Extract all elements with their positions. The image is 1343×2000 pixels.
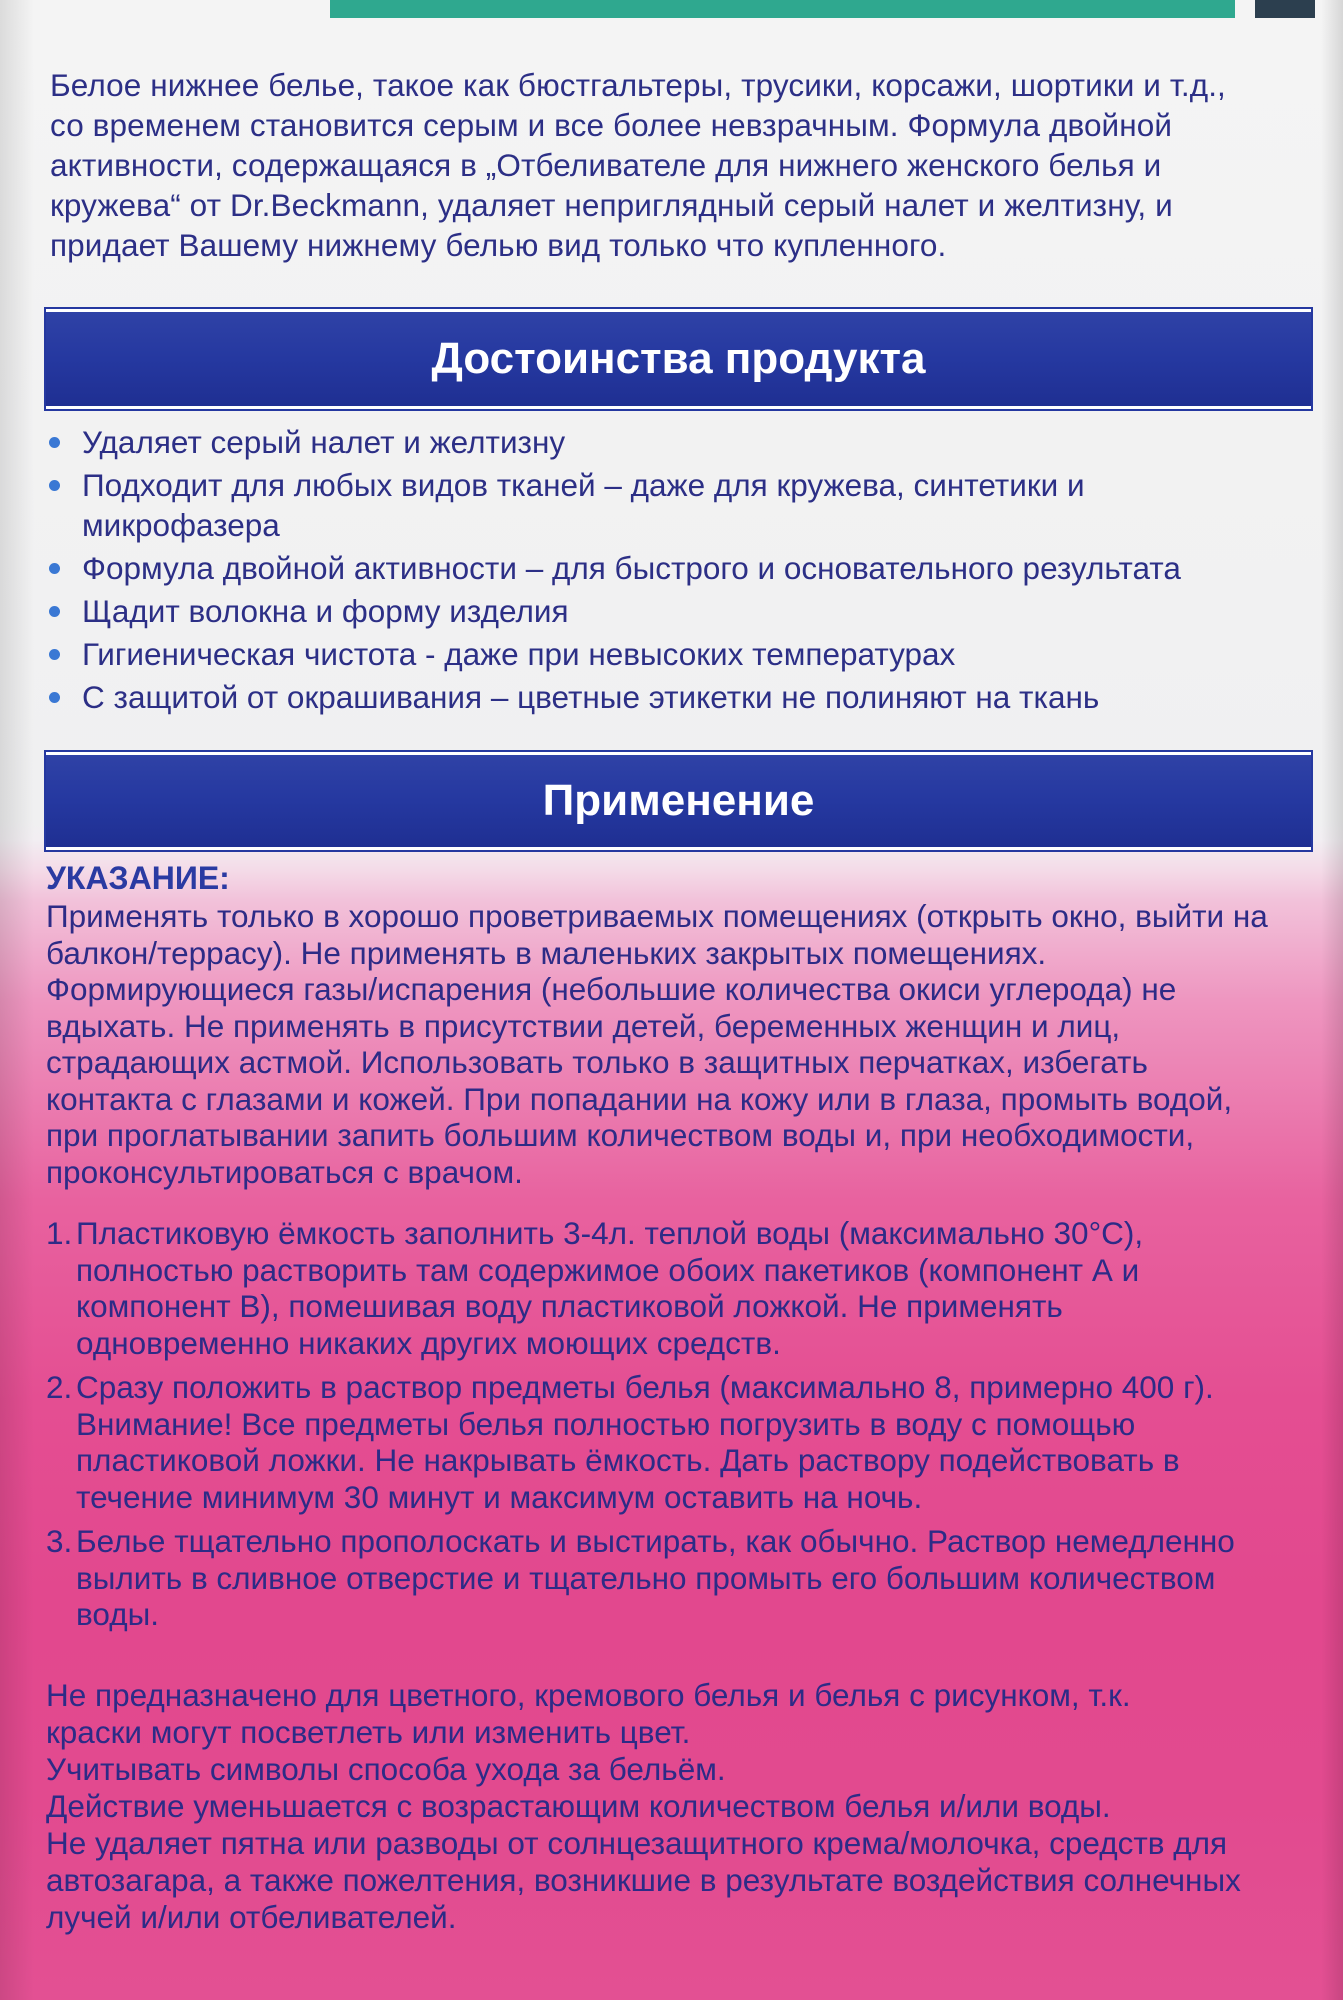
note-line: лучей и/или отбеливателей. [46, 1899, 457, 1935]
step-item [46, 1215, 1316, 1361]
benefits-list [46, 422, 1316, 720]
bullet-icon [49, 563, 60, 574]
step-line: Внимание! Все предметы белья полностью погрузить в воду с помощью [76, 1405, 1136, 1442]
intro-line: активности, содержащаяся в „Отбеливателе для нижнего женского белья и [50, 147, 1162, 183]
note-line: краски могут посветлеть или изменить цвет. [46, 1714, 691, 1750]
warning-title: УКАЗАНИЕ: [46, 860, 230, 896]
step-item [46, 1523, 1316, 1633]
step-number: 2. [46, 1369, 73, 1405]
benefit-line: Щадит волокна и форму изделия [82, 593, 569, 629]
step-line: пластиковой ложки. Не накрывать ёмкость. Дать раствору подействовать в [76, 1442, 1180, 1478]
intro-line: со временем становится серым и все более невзрачным. Формула двойной [50, 107, 1173, 143]
benefit-item [46, 591, 1316, 631]
step-line: полностью растворить там содержимое обоих пакетиков (компонент А и [76, 1251, 1140, 1288]
note-line: Не удаляет пятна или разводы от солнцезащитного крема/молочка, средств для [46, 1825, 1228, 1861]
usage-steps [46, 1215, 1316, 1641]
step-line: вылить в сливное отверстие и тщательно промыть его большим количеством [76, 1559, 1216, 1596]
benefit-line: Подходит для любых видов тканей – даже для кружева, синтетики и [82, 467, 1085, 503]
benefit-item [46, 634, 1316, 674]
benefit-line: С защитой от окрашивания – цветные этикетки не полиняют на ткань [82, 679, 1100, 715]
note-line: Не предназначено для цветного, кремового белья и белья с рисунком, т.к. [46, 1677, 1131, 1713]
intro-line: кружева“ от Dr.Beckmann, удаляет неприглядный серый налет и желтизну, и [50, 187, 1173, 223]
step-line: Сразу положить в раствор предметы белья (максимально 8, примерно 400 г). [76, 1369, 1214, 1405]
benefit-line: Формула двойной активности – для быстрого и основательного результата [82, 550, 1181, 586]
top-dark-strip [1255, 0, 1315, 18]
benefit-item [46, 677, 1316, 717]
step-number: 1. [46, 1215, 73, 1251]
note-line: Действие уменьшается с возрастающим количеством белья и/или воды. [46, 1788, 1111, 1824]
benefit-item [46, 422, 1316, 462]
step-line: Белье тщательно прополоскать и выстирать, как обычно. Раствор немедленно [76, 1523, 1235, 1559]
warning-line: при проглатывании запить большим количеством воды и, при необходимости, [46, 1117, 1195, 1153]
benefit-line: Гигиеническая чистота - даже при невысоких температурах [82, 636, 956, 672]
step-line: Пластиковую ёмкость заполнить 3-4л. теплой воды (максимально 30°С), [76, 1215, 1144, 1251]
benefit-item [46, 548, 1316, 588]
left-edge-shadow [0, 0, 34, 2000]
warning-line: вдыхать. Не применять в присутствии детей, беременных женщин и лиц, [46, 1007, 1121, 1044]
warning-text [46, 898, 1316, 1190]
warning-line: Применять только в хорошо проветриваемых помещениях (открыть окно, выйти на [46, 898, 1268, 934]
bullet-icon [49, 480, 60, 491]
step-line: компонент В), помешивая воду пластиковой ложкой. Не применять [76, 1288, 1063, 1324]
warning-line: проконсультироваться с врачом. [46, 1153, 523, 1190]
top-teal-strip [330, 0, 1235, 18]
benefits-heading: Достоинства продукта [46, 309, 1311, 409]
warning-line: страдающих астмой. Использовать только в защитных перчатках, избегать [46, 1044, 1148, 1080]
notes [46, 1677, 1316, 1936]
intro-line: придает Вашему нижнему белью вид только что купленного. [50, 227, 947, 263]
step-item [46, 1369, 1316, 1515]
note-line: Учитывать символы способа ухода за бельём. [46, 1751, 726, 1787]
bullet-icon [49, 692, 60, 703]
bullet-icon [49, 606, 60, 617]
bullet-icon [49, 437, 60, 448]
benefit-item [46, 465, 1316, 545]
step-line: воды. [76, 1596, 159, 1632]
benefit-line: микрофазера [82, 507, 280, 543]
step-line: одновременно никаких других моющих средств. [76, 1324, 781, 1361]
note-line: автозагара, а также пожелтения, возникшие в результате воздействия солнечных [46, 1862, 1241, 1898]
intro-line: Белое нижнее белье, такое как бюстгальтеры, трусики, корсажи, шортики и т.д., [50, 67, 1226, 103]
warning-line: балкон/террасу). Не применять в маленьких закрытых помещениях. [46, 934, 1047, 971]
warning-line: контакта с глазами и кожей. При попадании на кожу или в глаза, промыть водой, [46, 1080, 1233, 1117]
step-number: 3. [46, 1523, 73, 1559]
right-edge-shadow [1321, 0, 1343, 2000]
step-line: течение минимум 30 минут и максимум оставить на ночь. [76, 1478, 923, 1515]
usage-warning [46, 858, 1316, 1190]
warning-line: Формирующиеся газы/испарения (небольшие количества окиси углерода) не [46, 971, 1177, 1007]
benefit-line: Удаляет серый налет и желтизну [82, 424, 566, 460]
intro-text [50, 65, 1300, 265]
bullet-icon [49, 649, 60, 660]
usage-heading: Применение [46, 752, 1311, 850]
